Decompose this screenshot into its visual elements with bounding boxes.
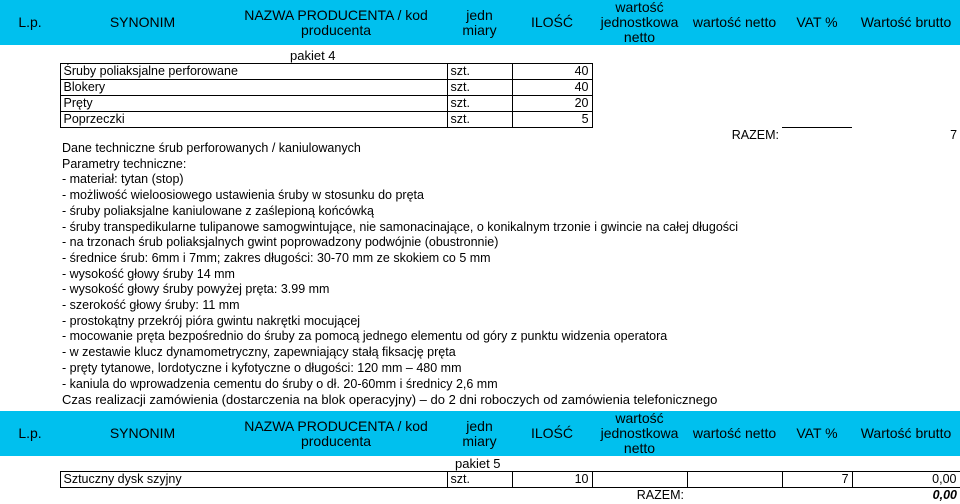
col-unit-value: wartość jednostkowa netto xyxy=(592,411,687,456)
col-qty: ILOŚĆ xyxy=(512,411,592,456)
total-label: RAZEM: xyxy=(636,488,685,502)
table-row[interactable] xyxy=(0,472,960,488)
description-line: - pręty tytanowe, lordotyczne i kyfotyczne o długości: 120 mm – 480 mm xyxy=(62,360,462,375)
description-line: - wysokość głowy śruby 14 mm xyxy=(62,266,235,281)
item-unit: szt. xyxy=(447,472,512,488)
description-line: - w zestawie klucz dynamometryczny, zapewniający stałą fiksację pręta xyxy=(62,345,456,360)
description-line: - średnice śrub: 6mm i 7mm; zakres długości: 30-70 mm ze skokiem co 5 mm xyxy=(62,250,491,265)
package-4-table xyxy=(0,48,960,143)
col-producer: NAZWA PRODUCENTA / kod producenta xyxy=(225,0,447,45)
item-unit: szt. xyxy=(447,112,512,128)
col-vat: VAT % xyxy=(782,0,852,45)
description-line: - możliwość wieloosiowego ustawienia śruby w stosunku do pręta xyxy=(62,188,424,203)
item-name: Blokery xyxy=(60,80,447,96)
table-row[interactable] xyxy=(0,96,960,112)
col-synonim: SYNONIM xyxy=(60,411,225,456)
item-vat: 7 xyxy=(782,472,852,488)
item-name: Pręty xyxy=(60,96,447,112)
completion-time: Czas realizacji zamówienia (dostarczenia na blok operacyjny) – do 2 dni roboczych od zamówienia telefonicznego xyxy=(62,392,718,408)
item-unit: szt. xyxy=(447,80,512,96)
col-net-value: wartość netto xyxy=(687,411,782,456)
item-qty: 10 xyxy=(512,472,592,488)
package-5-table xyxy=(0,456,960,503)
description-line: Parametry techniczne: xyxy=(62,156,187,171)
table-row[interactable] xyxy=(0,112,960,128)
header-row-2 xyxy=(0,411,960,456)
item-qty: 5 xyxy=(512,112,592,128)
total-label: RAZEM: xyxy=(731,127,780,142)
col-gross-value: Wartość brutto xyxy=(852,0,960,45)
item-unit: szt. xyxy=(447,96,512,112)
col-gross-value: Wartość brutto xyxy=(852,411,960,456)
col-unit: jedn miary xyxy=(447,0,512,45)
item-name: Poprzeczki xyxy=(60,112,447,128)
col-lp: L.p. xyxy=(0,0,60,45)
col-producer: NAZWA PRODUCENTA / kod producenta xyxy=(225,411,447,456)
description-line: Dane techniczne śrub perforowanych / kaniulowanych xyxy=(62,141,361,155)
col-qty: ILOŚĆ xyxy=(512,0,592,45)
item-name: Sztuczny dysk szyjny xyxy=(60,472,447,488)
col-net-value: wartość netto xyxy=(687,0,782,45)
col-unit: jedn miary xyxy=(447,411,512,456)
col-unit-value: wartość jednostkowa netto xyxy=(592,0,687,45)
description-line: - szerokość głowy śruby: 11 mm xyxy=(62,298,240,313)
header-row-1 xyxy=(0,0,960,45)
item-unit: szt. xyxy=(447,64,512,80)
col-lp: L.p. xyxy=(0,411,60,456)
description-line: - mocowanie pręta bezpośrednio do śruby za pomocą jednego elementu od góry z punktu widzenia operatora xyxy=(62,329,668,344)
total-vat: 7 xyxy=(950,127,958,142)
item-gross: 0,00 xyxy=(852,472,960,488)
col-synonim: SYNONIM xyxy=(60,0,225,45)
description-line: - kaniula do wprowadzenia cementu do śruby o dł. 20-60mm i średnicy 2,6 mm xyxy=(62,376,498,391)
total-row xyxy=(0,488,960,504)
description-line: - prostokątny przekrój pióra gwintu nakrętki mocującej xyxy=(62,313,361,328)
description-line: - śruby transpedikularne tulipanowe samogwintujące, nie samonacinające, o konikalnym trzonie i gwincie na całej długości xyxy=(62,219,739,234)
description-line: - na trzonach śrub poliaksjalnych gwint poprowadzony podwójnie (obustronnie) xyxy=(62,235,499,250)
description-line: - wysokość głowy śruby powyżej pręta: 3.99 mm xyxy=(62,282,330,297)
package-4-label: pakiet 4 xyxy=(290,48,336,63)
col-vat: VAT % xyxy=(782,411,852,456)
description-line: - materiał: tytan (stop) xyxy=(62,172,184,187)
item-name: Śruby poliaksjalne perforowane xyxy=(60,64,447,80)
item-qty: 20 xyxy=(512,96,592,112)
package-5-label: pakiet 5 xyxy=(455,456,501,471)
technical-description xyxy=(62,141,952,408)
item-qty: 40 xyxy=(512,80,592,96)
description-line: - śruby poliaksjalne kaniulowane z zaślepioną końcówką xyxy=(62,203,374,218)
table-row[interactable] xyxy=(0,80,960,96)
item-qty: 40 xyxy=(512,64,592,80)
table-row[interactable] xyxy=(0,64,960,80)
total-gross: 0,00 xyxy=(932,488,958,502)
